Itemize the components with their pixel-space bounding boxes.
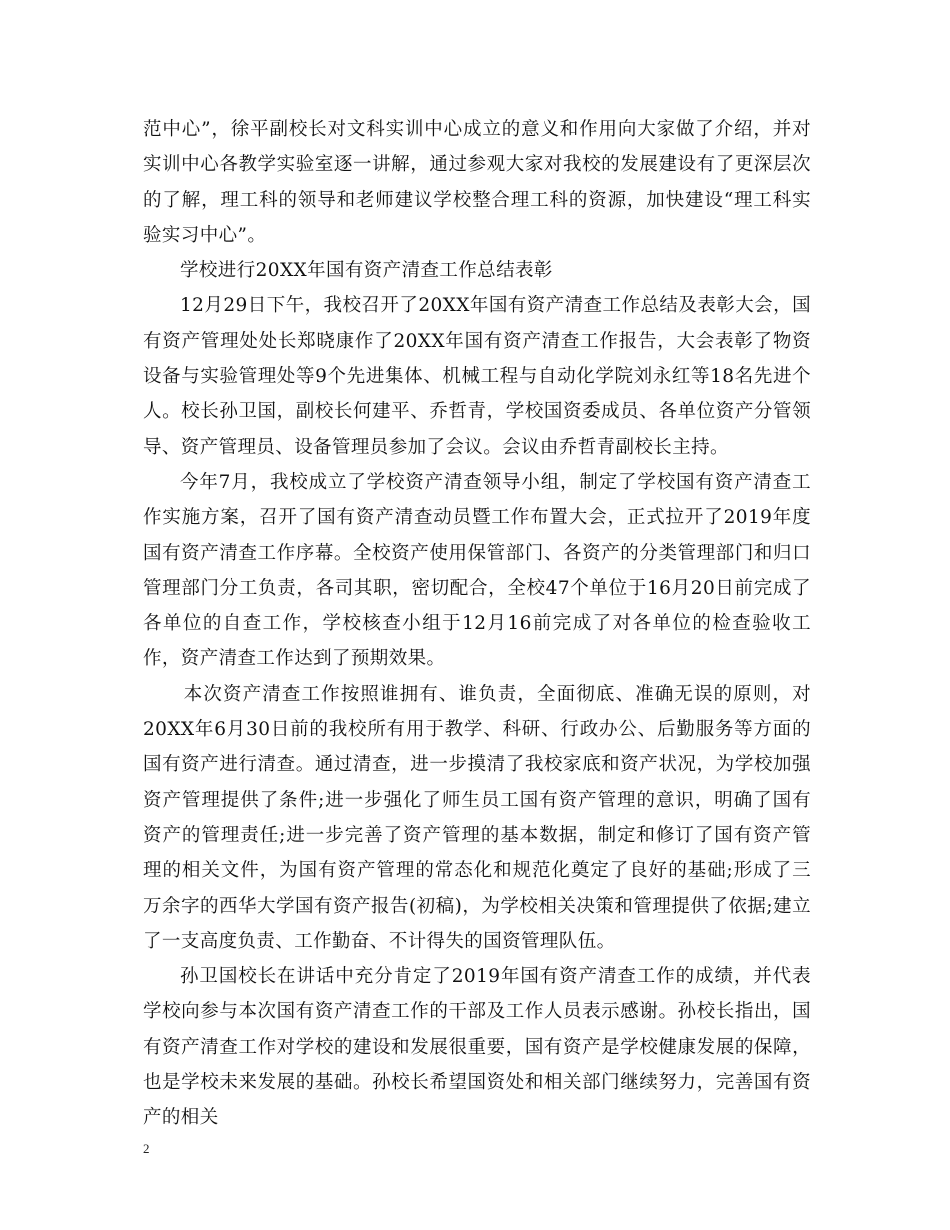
- document-body: [143, 112, 811, 1136]
- page-number: 2: [143, 1141, 150, 1156]
- paragraph-speech: 孙卫国校长在讲话中充分肯定了2019年国有资产清查工作的成绩，并代表学校向参与本次国有资产清查工作的干部及工作人员表示感谢。孙校长指出，国有资产清查工作对学校的建设和发展很重要，国有资产是学校健康发展的保障，也是学校未来发展的基础。孙校长希望国资处和相关部门继续努力，完善国有资产的相关: [143, 966, 811, 1129]
- paragraph-continuation: 范中心”，徐平副校长对文科实训中心成立的意义和作用向大家做了介绍，并对实训中心各教学实验室逐一讲解，通过参观大家对我校的发展建设有了更深层次的了解，理工科的领导和老师建议学校整合理工科的资源，加快建设“理工科实验实习中心”。: [143, 119, 811, 246]
- paragraph-inventory: 本次资产清查工作按照谁拥有、谁负责，全面彻底、准确无误的原则，对20XX年6月30日前的我校所有用于教学、科研、行政办公、后勤服务等方面的国有资产进行清查。通过清查，进一步摸清了我校家底和资产状况，为学校加强资产管理提供了条件;进一步强化了师生员工国有资产管理的意识，明确了国有资产的管理责任;进一步完善了资产管理的基本数据，制定和修订了国有资产管理的相关文件，为国有资产管理的常态化和规范化奠定了良好的基础;形成了三万余字的西华大学国有资产报告(初稿)，为学校相关决策和管理提供了依据;建立了一支高度负责、工作勤奋、不计得失的国资管理队伍。: [143, 683, 811, 952]
- paragraph-meeting: 12月29日下午，我校召开了20XX年国有资产清查工作总结及表彰大会，国有资产管理处处长郑晓康作了20XX年国有资产清查工作报告，大会表彰了物资设备与实验管理处等9个先进集体、机械工程与自动化学院刘永红等18名先进个人。校长孙卫国，副校长何建平、乔哲青，学校国资委成员、各单位资产分管领导、资产管理员、设备管理员参加了会议。会议由乔哲青副校长主持。: [143, 295, 811, 458]
- paragraph-july: 今年7月，我校成立了学校资产清查领导小组，制定了学校国有资产清查工作实施方案，召开了国有资产清查动员暨工作布置大会，正式拉开了2019年度国有资产清查工作序幕。全校资产使用保管部门、各资产的分类管理部门和归口管理部门分工负责，各司其职，密切配合，全校47个单位于16月20日前完成了各单位的自查工作，学校核查小组于12月16前完成了对各单位的检查验收工作，资产清查工作达到了预期效果。: [143, 471, 811, 670]
- section-heading: 学校进行20XX年国有资产清查工作总结表彰: [180, 260, 553, 282]
